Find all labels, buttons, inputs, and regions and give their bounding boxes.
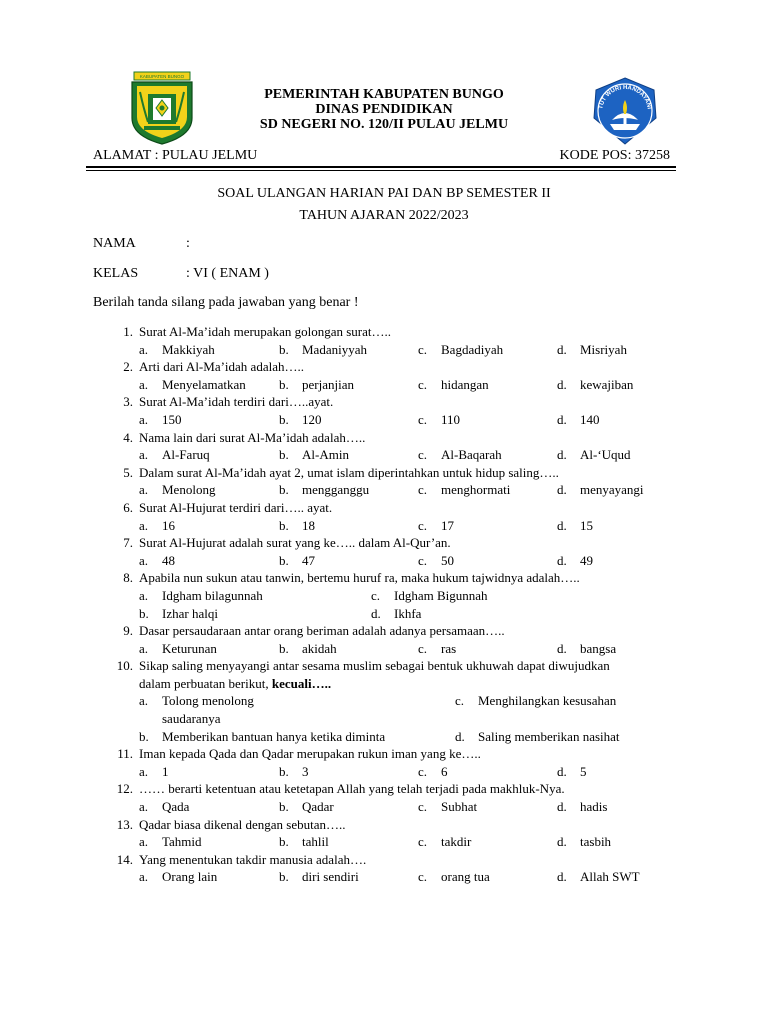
option-text: 48 [162, 552, 175, 568]
question-12 [93, 780, 683, 798]
answer-option[interactable] [279, 481, 369, 499]
answer-option[interactable] [557, 517, 593, 535]
option-letter: a. [139, 517, 149, 533]
answer-option[interactable] [418, 446, 502, 464]
question-list [93, 323, 683, 886]
answer-option[interactable] [557, 411, 600, 429]
option-text: 6 [441, 763, 448, 779]
answer-option[interactable] [279, 517, 315, 535]
answer-option[interactable] [557, 868, 640, 886]
option-row [93, 640, 683, 658]
letterhead-school: SD NEGERI NO. 120/II PULAU JELMU [259, 117, 509, 132]
option-letter: d. [557, 552, 567, 568]
option-text: 18 [302, 517, 315, 533]
option-text: Menyelamatkan [162, 376, 246, 392]
option-text: perjanjian [302, 376, 354, 392]
option-text: ras [441, 640, 457, 656]
answer-option[interactable] [279, 798, 334, 816]
option-letter: a. [139, 799, 149, 815]
option-row [93, 341, 683, 359]
option-letter: b. [279, 411, 289, 427]
answer-option[interactable] [418, 798, 477, 816]
answer-option[interactable] [557, 446, 631, 464]
question-number: 3. [123, 394, 133, 410]
option-letter: d. [557, 411, 567, 427]
answer-option[interactable] [418, 517, 454, 535]
question-number: 4. [123, 429, 133, 445]
option-text: mengganggu [302, 482, 370, 498]
option-letter: b. [279, 834, 289, 850]
option-text: Al-Amin [302, 447, 349, 463]
letterhead-rule-thin [86, 170, 676, 171]
option-letter: a. [139, 411, 149, 427]
option-row [93, 587, 683, 605]
question-number: 13. [116, 816, 133, 832]
option-letter: b. [279, 341, 289, 357]
class-field [93, 266, 269, 282]
option-letter: d. [557, 799, 567, 815]
instruction: Berilah tanda silang pada jawaban yang benar ! [93, 295, 359, 310]
question-emphasis: kecuali….. [271, 675, 332, 691]
logo-left-ribbon-text: KABUPATEN BUNGO [139, 74, 185, 80]
question-text: Surat Al-Ma’idah terdiri dari…..ayat. [139, 394, 334, 410]
question-14 [93, 851, 683, 869]
name-field [93, 236, 190, 252]
option-row [93, 798, 683, 816]
answer-option[interactable] [455, 728, 620, 746]
question-text: Surat Al-Hujurat adalah surat yang ke….. dalam Al-Qur’an. [139, 535, 451, 551]
option-text: Makkiyah [162, 341, 215, 357]
question-text: …… berarti ketentuan atau ketetapan Allah yang telah terjadi pada makhluk-Nya. [139, 781, 565, 797]
option-text: Madaniyyah [302, 341, 367, 357]
option-text: 120 [302, 411, 322, 427]
class-label: KELAS [93, 266, 139, 281]
answer-option[interactable] [139, 552, 175, 570]
option-row [93, 692, 683, 710]
answer-option[interactable] [557, 798, 607, 816]
letterhead-department: DINAS PENDIDIKAN [315, 102, 453, 117]
question-text-continued [93, 675, 683, 693]
option-text: Allah SWT [580, 869, 640, 885]
option-letter: a. [139, 869, 149, 885]
option-row [93, 605, 683, 623]
question-number: 8. [123, 570, 133, 586]
option-text: 50 [441, 552, 454, 568]
answer-option[interactable] [139, 763, 169, 781]
answer-option[interactable] [139, 341, 215, 359]
answer-option[interactable] [139, 411, 182, 429]
option-letter: a. [139, 763, 149, 779]
answer-option[interactable] [139, 692, 254, 710]
option-text: Menolong [162, 482, 216, 498]
option-letter: b. [139, 605, 149, 621]
option-letter: c. [418, 482, 428, 498]
option-text: Qadar [302, 799, 334, 815]
option-text: Keturunan [162, 640, 217, 656]
option-text: kewajiban [580, 376, 634, 392]
question-number: 2. [123, 359, 133, 375]
option-letter: c. [418, 341, 428, 357]
answer-option[interactable] [139, 376, 246, 394]
tut-wuri-handayani-logo [590, 76, 660, 146]
option-row [93, 728, 683, 746]
option-row [93, 481, 683, 499]
question-number: 6. [123, 499, 133, 515]
option-text: Tahmid [162, 834, 202, 850]
option-text: 47 [302, 552, 315, 568]
option-letter: a. [139, 552, 149, 568]
answer-option[interactable] [418, 552, 454, 570]
option-text-continued [93, 710, 683, 728]
letterhead-government: PEMERINTAH KABUPATEN BUNGO [264, 87, 504, 102]
option-text: Izhar halqi [162, 605, 218, 621]
logo-right-motto: TUT WURI HANDAYANI [598, 84, 652, 110]
answer-option[interactable] [139, 605, 218, 623]
option-text: Idgham bilagunnah [162, 587, 263, 603]
option-letter: b. [279, 552, 289, 568]
option-letter: d. [557, 640, 567, 656]
answer-option[interactable] [279, 376, 354, 394]
option-letter: b. [279, 447, 289, 463]
answer-option[interactable] [139, 517, 175, 535]
postal-code: KODE POS: 37258 [559, 148, 670, 163]
option-letter: c. [418, 834, 428, 850]
question-8 [93, 569, 683, 587]
question-number: 10. [116, 658, 133, 674]
option-text: Saling memberikan nasihat [478, 728, 620, 744]
option-row [93, 552, 683, 570]
option-text: hidangan [441, 376, 489, 392]
question-text: Arti dari Al-Ma’idah adalah….. [139, 359, 304, 375]
option-letter: c. [418, 763, 428, 779]
option-text: Idgham Bigunnah [394, 587, 488, 603]
answer-option[interactable] [418, 411, 460, 429]
question-3 [93, 393, 683, 411]
option-text: 1 [162, 763, 169, 779]
option-text: 110 [441, 411, 461, 427]
letterhead [200, 87, 568, 132]
answer-option[interactable] [557, 763, 587, 781]
option-text: 150 [162, 411, 182, 427]
question-text: Iman kepada Qada dan Qadar merupakan rukun iman yang ke….. [139, 746, 481, 762]
kabupaten-bungo-logo [128, 70, 196, 146]
option-letter: d. [557, 517, 567, 533]
option-text: Subhat [441, 799, 478, 815]
answer-option[interactable] [279, 763, 309, 781]
answer-option[interactable] [418, 376, 489, 394]
answer-option[interactable] [279, 640, 337, 658]
option-row [93, 868, 683, 886]
question-text: Yang menentukan takdir manusia adalah…. [139, 851, 367, 867]
question-number: 9. [123, 623, 133, 639]
option-letter: b. [279, 640, 289, 656]
answer-option[interactable] [139, 833, 202, 851]
option-text: 5 [580, 763, 587, 779]
answer-option[interactable] [557, 552, 593, 570]
answer-option[interactable] [139, 640, 217, 658]
answer-option[interactable] [279, 833, 329, 851]
question-2 [93, 358, 683, 376]
question-text-line2: dalam perbuatan berikut, [139, 675, 269, 691]
answer-option[interactable] [139, 868, 217, 886]
option-letter: a. [139, 587, 149, 603]
answer-option[interactable] [418, 763, 448, 781]
option-text: Tolong menolong [162, 693, 254, 709]
option-row [93, 446, 683, 464]
option-letter: d. [557, 482, 567, 498]
question-text: Dasar persaudaraan antar orang beriman adalah adanya persamaan….. [139, 623, 505, 639]
answer-option[interactable] [557, 376, 633, 394]
option-text: Menghilangkan kesusahan [478, 693, 617, 709]
question-text: Sikap saling menyayangi antar sesama muslim sebagai bentuk ukhuwah dapat diwujudkan [139, 658, 610, 674]
option-letter: b. [279, 482, 289, 498]
option-text: bangsa [580, 640, 617, 656]
question-text: Apabila nun sukun atau tanwin, bertemu huruf ra, maka hukum tajwidnya adalah….. [139, 570, 580, 586]
option-letter: d. [557, 869, 567, 885]
option-letter: a. [139, 341, 149, 357]
answer-option[interactable] [418, 481, 510, 499]
option-text: 17 [441, 517, 454, 533]
option-text: Memberikan bantuan hanya ketika diminta [162, 728, 386, 744]
question-number: 5. [123, 464, 133, 480]
option-letter: b. [139, 728, 149, 744]
option-letter: a. [139, 693, 149, 709]
option-text: 49 [580, 552, 593, 568]
question-9 [93, 622, 683, 640]
option-letter: b. [279, 763, 289, 779]
address-row [93, 148, 670, 164]
question-number: 14. [116, 851, 133, 867]
option-letter: c. [418, 447, 428, 463]
question-13 [93, 816, 683, 834]
option-letter: a. [139, 640, 149, 656]
answer-option[interactable] [279, 446, 349, 464]
answer-option[interactable] [418, 833, 471, 851]
answer-option[interactable] [371, 605, 421, 623]
option-text: akidah [302, 640, 337, 656]
option-row [93, 411, 683, 429]
option-text: diri sendiri [302, 869, 359, 885]
answer-option[interactable] [418, 341, 503, 359]
option-letter: a. [139, 376, 149, 392]
option-letter: d. [557, 763, 567, 779]
option-letter: d. [455, 728, 465, 744]
answer-option[interactable] [279, 552, 315, 570]
question-text: Dalam surat Al-Ma’idah ayat 2, umat islam diperintahkan untuk hidup saling….. [139, 464, 559, 480]
option-letter: d. [557, 447, 567, 463]
question-5 [93, 464, 683, 482]
name-label: NAMA [93, 236, 136, 251]
option-letter: b. [279, 869, 289, 885]
answer-option[interactable] [279, 868, 359, 886]
option-letter: d. [557, 834, 567, 850]
option-text: takdir [441, 834, 472, 850]
option-text: menghormati [441, 482, 511, 498]
option-text: Bagdadiyah [441, 341, 504, 357]
option-letter: d. [371, 605, 381, 621]
school-address: ALAMAT : PULAU JELMU [93, 148, 258, 163]
answer-option[interactable] [418, 640, 456, 658]
option-letter: b. [279, 376, 289, 392]
option-letter: c. [455, 693, 465, 709]
answer-option[interactable] [557, 640, 616, 658]
question-6 [93, 499, 683, 517]
option-text: tahlil [302, 834, 329, 850]
option-text: 140 [580, 411, 600, 427]
answer-option[interactable] [418, 868, 490, 886]
answer-option[interactable] [139, 587, 263, 605]
option-letter: c. [371, 587, 381, 603]
option-letter: c. [418, 411, 428, 427]
option-letter: a. [139, 834, 149, 850]
option-text: Al-‘Uqud [580, 447, 631, 463]
option-text: Al-Baqarah [441, 447, 502, 463]
answer-option[interactable] [139, 728, 385, 746]
answer-option[interactable] [557, 833, 611, 851]
academic-year: TAHUN AJARAN 2022/2023 [299, 208, 469, 223]
option-letter: d. [557, 376, 567, 392]
option-continuation: saudaranya [162, 711, 221, 727]
answer-option[interactable] [279, 341, 367, 359]
option-letter: c. [418, 869, 428, 885]
question-4 [93, 429, 683, 447]
letterhead-rule-thick [86, 166, 676, 168]
option-text: Orang lain [162, 869, 218, 885]
option-row [93, 517, 683, 535]
option-row [93, 376, 683, 394]
answer-option[interactable] [139, 798, 189, 816]
option-letter: a. [139, 482, 149, 498]
answer-option[interactable] [455, 692, 616, 710]
question-text: Nama lain dari surat Al-Ma’idah adalah….. [139, 429, 366, 445]
answer-option[interactable] [139, 446, 210, 464]
option-text: hadis [580, 799, 608, 815]
option-row [93, 833, 683, 851]
option-letter: c. [418, 552, 428, 568]
name-value: : [186, 236, 190, 251]
option-letter: b. [279, 799, 289, 815]
question-10 [93, 657, 683, 675]
option-text: orang tua [441, 869, 490, 885]
option-text: tasbih [580, 834, 612, 850]
answer-option[interactable] [279, 411, 322, 429]
class-value: : VI ( ENAM ) [186, 266, 269, 281]
option-letter: c. [418, 640, 428, 656]
option-letter: c. [418, 376, 428, 392]
question-text: Qadar biasa dikenal dengan sebutan….. [139, 816, 346, 832]
answer-option[interactable] [371, 587, 488, 605]
question-number: 1. [123, 324, 133, 339]
option-text: 16 [162, 517, 175, 533]
option-text: 3 [302, 763, 309, 779]
answer-option[interactable] [557, 481, 644, 499]
question-7 [93, 534, 683, 552]
question-text: Surat Al-Hujurat terdiri dari….. ayat. [139, 499, 333, 515]
exam-title: SOAL ULANGAN HARIAN PAI DAN BP SEMESTER II [217, 186, 551, 201]
option-text: Ikhfa [394, 605, 422, 621]
option-letter: a. [139, 447, 149, 463]
question-number: 11. [117, 746, 133, 762]
question-number: 7. [123, 535, 133, 551]
answer-option[interactable] [139, 481, 215, 499]
option-text: 15 [580, 517, 593, 533]
question-number: 12. [116, 781, 133, 797]
option-letter: d. [557, 341, 567, 357]
answer-option[interactable] [557, 341, 627, 359]
option-text: Al-Faruq [162, 447, 210, 463]
question-11 [93, 745, 683, 763]
question-1 [93, 323, 683, 341]
option-text: menyayangi [580, 482, 644, 498]
option-row [93, 763, 683, 781]
question-text: Surat Al-Ma’idah merupakan golongan surat….. [139, 324, 391, 339]
option-letter: b. [279, 517, 289, 533]
option-letter: c. [418, 799, 428, 815]
option-text: Qada [162, 799, 190, 815]
option-text: Misriyah [580, 341, 627, 357]
option-letter: c. [418, 517, 428, 533]
